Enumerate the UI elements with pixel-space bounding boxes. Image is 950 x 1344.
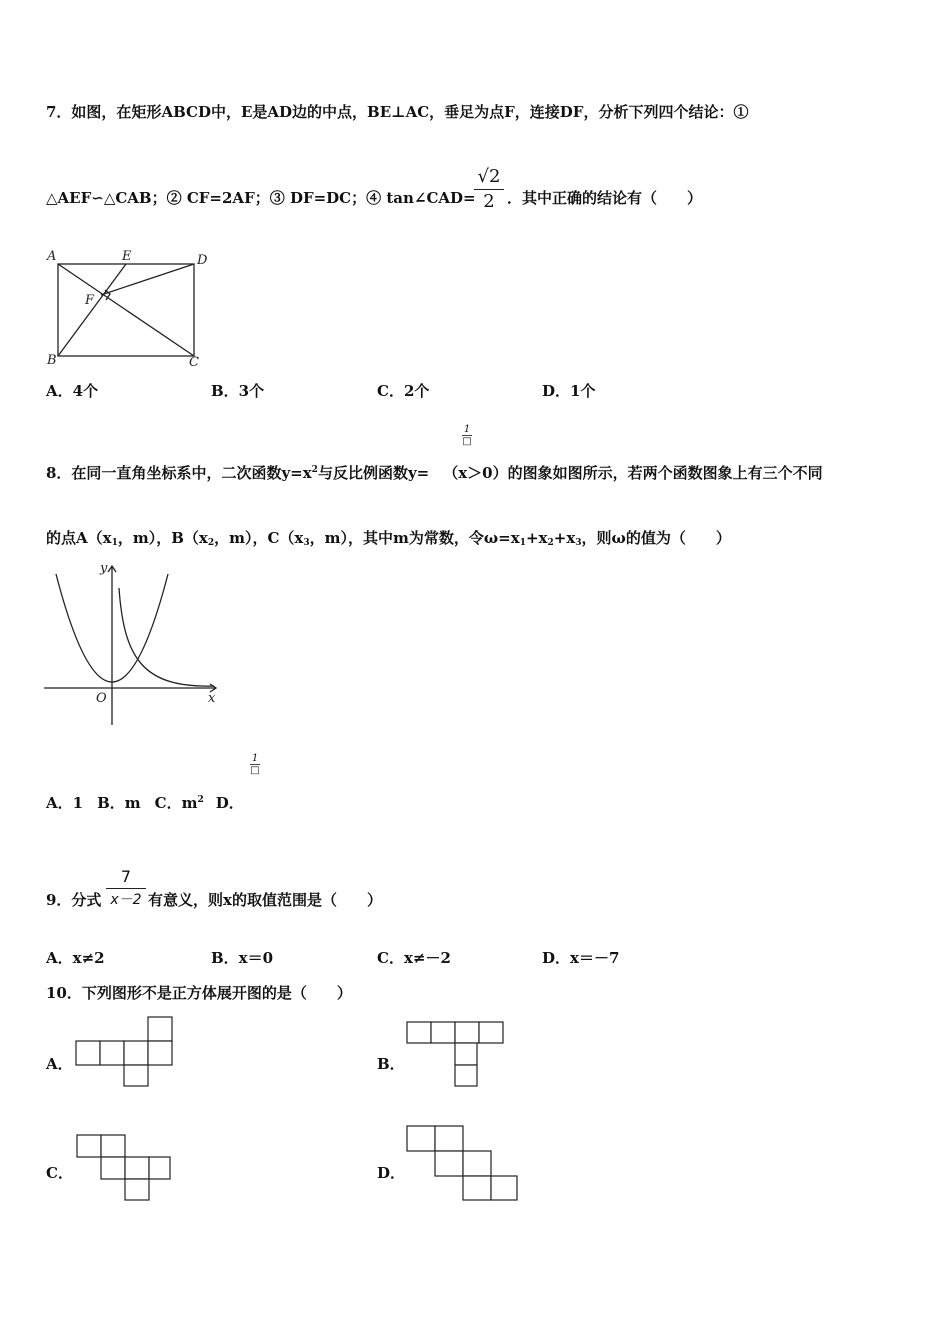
q7-rectangle-figure bbox=[46, 248, 216, 373]
q8-line1-pre: 8．在同一直角坐标系中，二次函数y=x bbox=[46, 464, 312, 482]
q8-text: ，m），B（x bbox=[117, 529, 208, 547]
q8-d-frac-num: 1 bbox=[251, 753, 259, 764]
q8-text: +x bbox=[525, 529, 548, 547]
q8-text: ，m），C（x bbox=[214, 529, 304, 547]
hyperbola-curve bbox=[119, 588, 214, 686]
q9-post: 有意义，则x的取值范围是（ ） bbox=[148, 891, 382, 909]
q8-line1-sup: 2 bbox=[311, 465, 318, 475]
q9-frac-den: x－2 bbox=[110, 892, 142, 908]
q9-option-c: C．x≠－2 bbox=[377, 949, 451, 967]
origin-label: O bbox=[96, 691, 107, 706]
q7-fraction bbox=[474, 165, 504, 214]
q7-line1: 7．如图，在矩形ABCD中，E是AD边的中点，BE⊥AC，垂足为点F，连接DF，分析下列四个结论：① bbox=[46, 103, 749, 121]
label-a: A bbox=[47, 249, 57, 264]
q10-net-a bbox=[75, 1016, 175, 1088]
q8-graph-figure bbox=[44, 560, 224, 730]
q9-frac-num: 7 bbox=[120, 867, 132, 886]
q8-text: ，则ω的值为（ ） bbox=[581, 529, 731, 547]
q7-option-d: D．1个 bbox=[542, 382, 596, 400]
q7-option-c: C．2个 bbox=[377, 382, 430, 400]
q8-text: +x bbox=[553, 529, 576, 547]
label-e: E bbox=[122, 249, 132, 264]
q8-sub: 1 bbox=[519, 538, 526, 548]
q8-option-b: B．m bbox=[97, 794, 141, 812]
q10-net-b bbox=[406, 1021, 506, 1089]
q8-line1 bbox=[46, 460, 823, 483]
q9-fraction bbox=[106, 866, 146, 911]
q7-line2-pre: △AEF∽△CAB；② CF=2AF；③ DF=DC；④ tan∠CAD= bbox=[46, 189, 476, 207]
q8-line1-mid: 与反比例函数y= bbox=[317, 464, 430, 482]
q8-text: 的点A（x bbox=[46, 529, 112, 547]
q8-frac-den: □ bbox=[462, 436, 472, 447]
q7-line2-post: ．其中正确的结论有（ ） bbox=[507, 189, 703, 207]
q10-option-c: C． bbox=[46, 1164, 73, 1182]
q10-option-d: D． bbox=[377, 1164, 406, 1182]
q10-option-b: B． bbox=[377, 1055, 405, 1073]
axis-label-y: y bbox=[100, 561, 108, 576]
q7-frac-num: √2 bbox=[477, 166, 501, 187]
q8-option-c-sup: 2 bbox=[197, 795, 204, 805]
q7-frac-den: 2 bbox=[483, 191, 495, 212]
q7-option-a: A．4个 bbox=[46, 382, 99, 400]
q9-pre: 9．分式 bbox=[46, 891, 102, 909]
diagonal-ac bbox=[58, 264, 194, 356]
q10-net-c bbox=[76, 1134, 176, 1204]
q8-frac-num: 1 bbox=[463, 424, 471, 435]
q8-fraction bbox=[462, 424, 472, 447]
q8-options bbox=[46, 790, 244, 813]
segment-be bbox=[58, 264, 126, 356]
q9-option-d: D．x＝－7 bbox=[542, 949, 620, 967]
q10-option-a: A． bbox=[46, 1055, 73, 1073]
q8-sub: 1 bbox=[111, 538, 118, 548]
q8-option-d: D． bbox=[215, 794, 244, 812]
label-f: F bbox=[85, 293, 95, 308]
q8-text: ，m），其中m为常数，令ω=x bbox=[309, 529, 520, 547]
q8-sub: 2 bbox=[207, 538, 215, 548]
label-c: C bbox=[189, 355, 199, 370]
axis-label-x: x bbox=[208, 691, 216, 706]
label-b: B bbox=[47, 353, 57, 368]
q9-option-a: A．x≠2 bbox=[46, 949, 105, 967]
q10-net-d bbox=[406, 1125, 521, 1205]
q9-option-b: B．x＝0 bbox=[211, 949, 274, 967]
q8-line1-post: （x＞0）的图象如图所示，若两个函数图象上有三个不同 bbox=[443, 464, 823, 482]
q8-d-frac-den: □ bbox=[250, 765, 260, 776]
q10-text: 10．下列图形不是正方体展开图的是（ ） bbox=[46, 984, 352, 1002]
q8-sub: 2 bbox=[547, 538, 554, 548]
q8-sub: 3 bbox=[575, 538, 582, 548]
q8-sub: 3 bbox=[303, 538, 310, 548]
q8-line2 bbox=[46, 528, 731, 553]
q8-option-a: A．1 bbox=[46, 794, 84, 812]
q8-option-c: C．m bbox=[154, 794, 198, 812]
q7-option-b: B．3个 bbox=[211, 382, 265, 400]
q8-option-d-fraction bbox=[250, 753, 260, 776]
label-d: D bbox=[197, 253, 208, 268]
